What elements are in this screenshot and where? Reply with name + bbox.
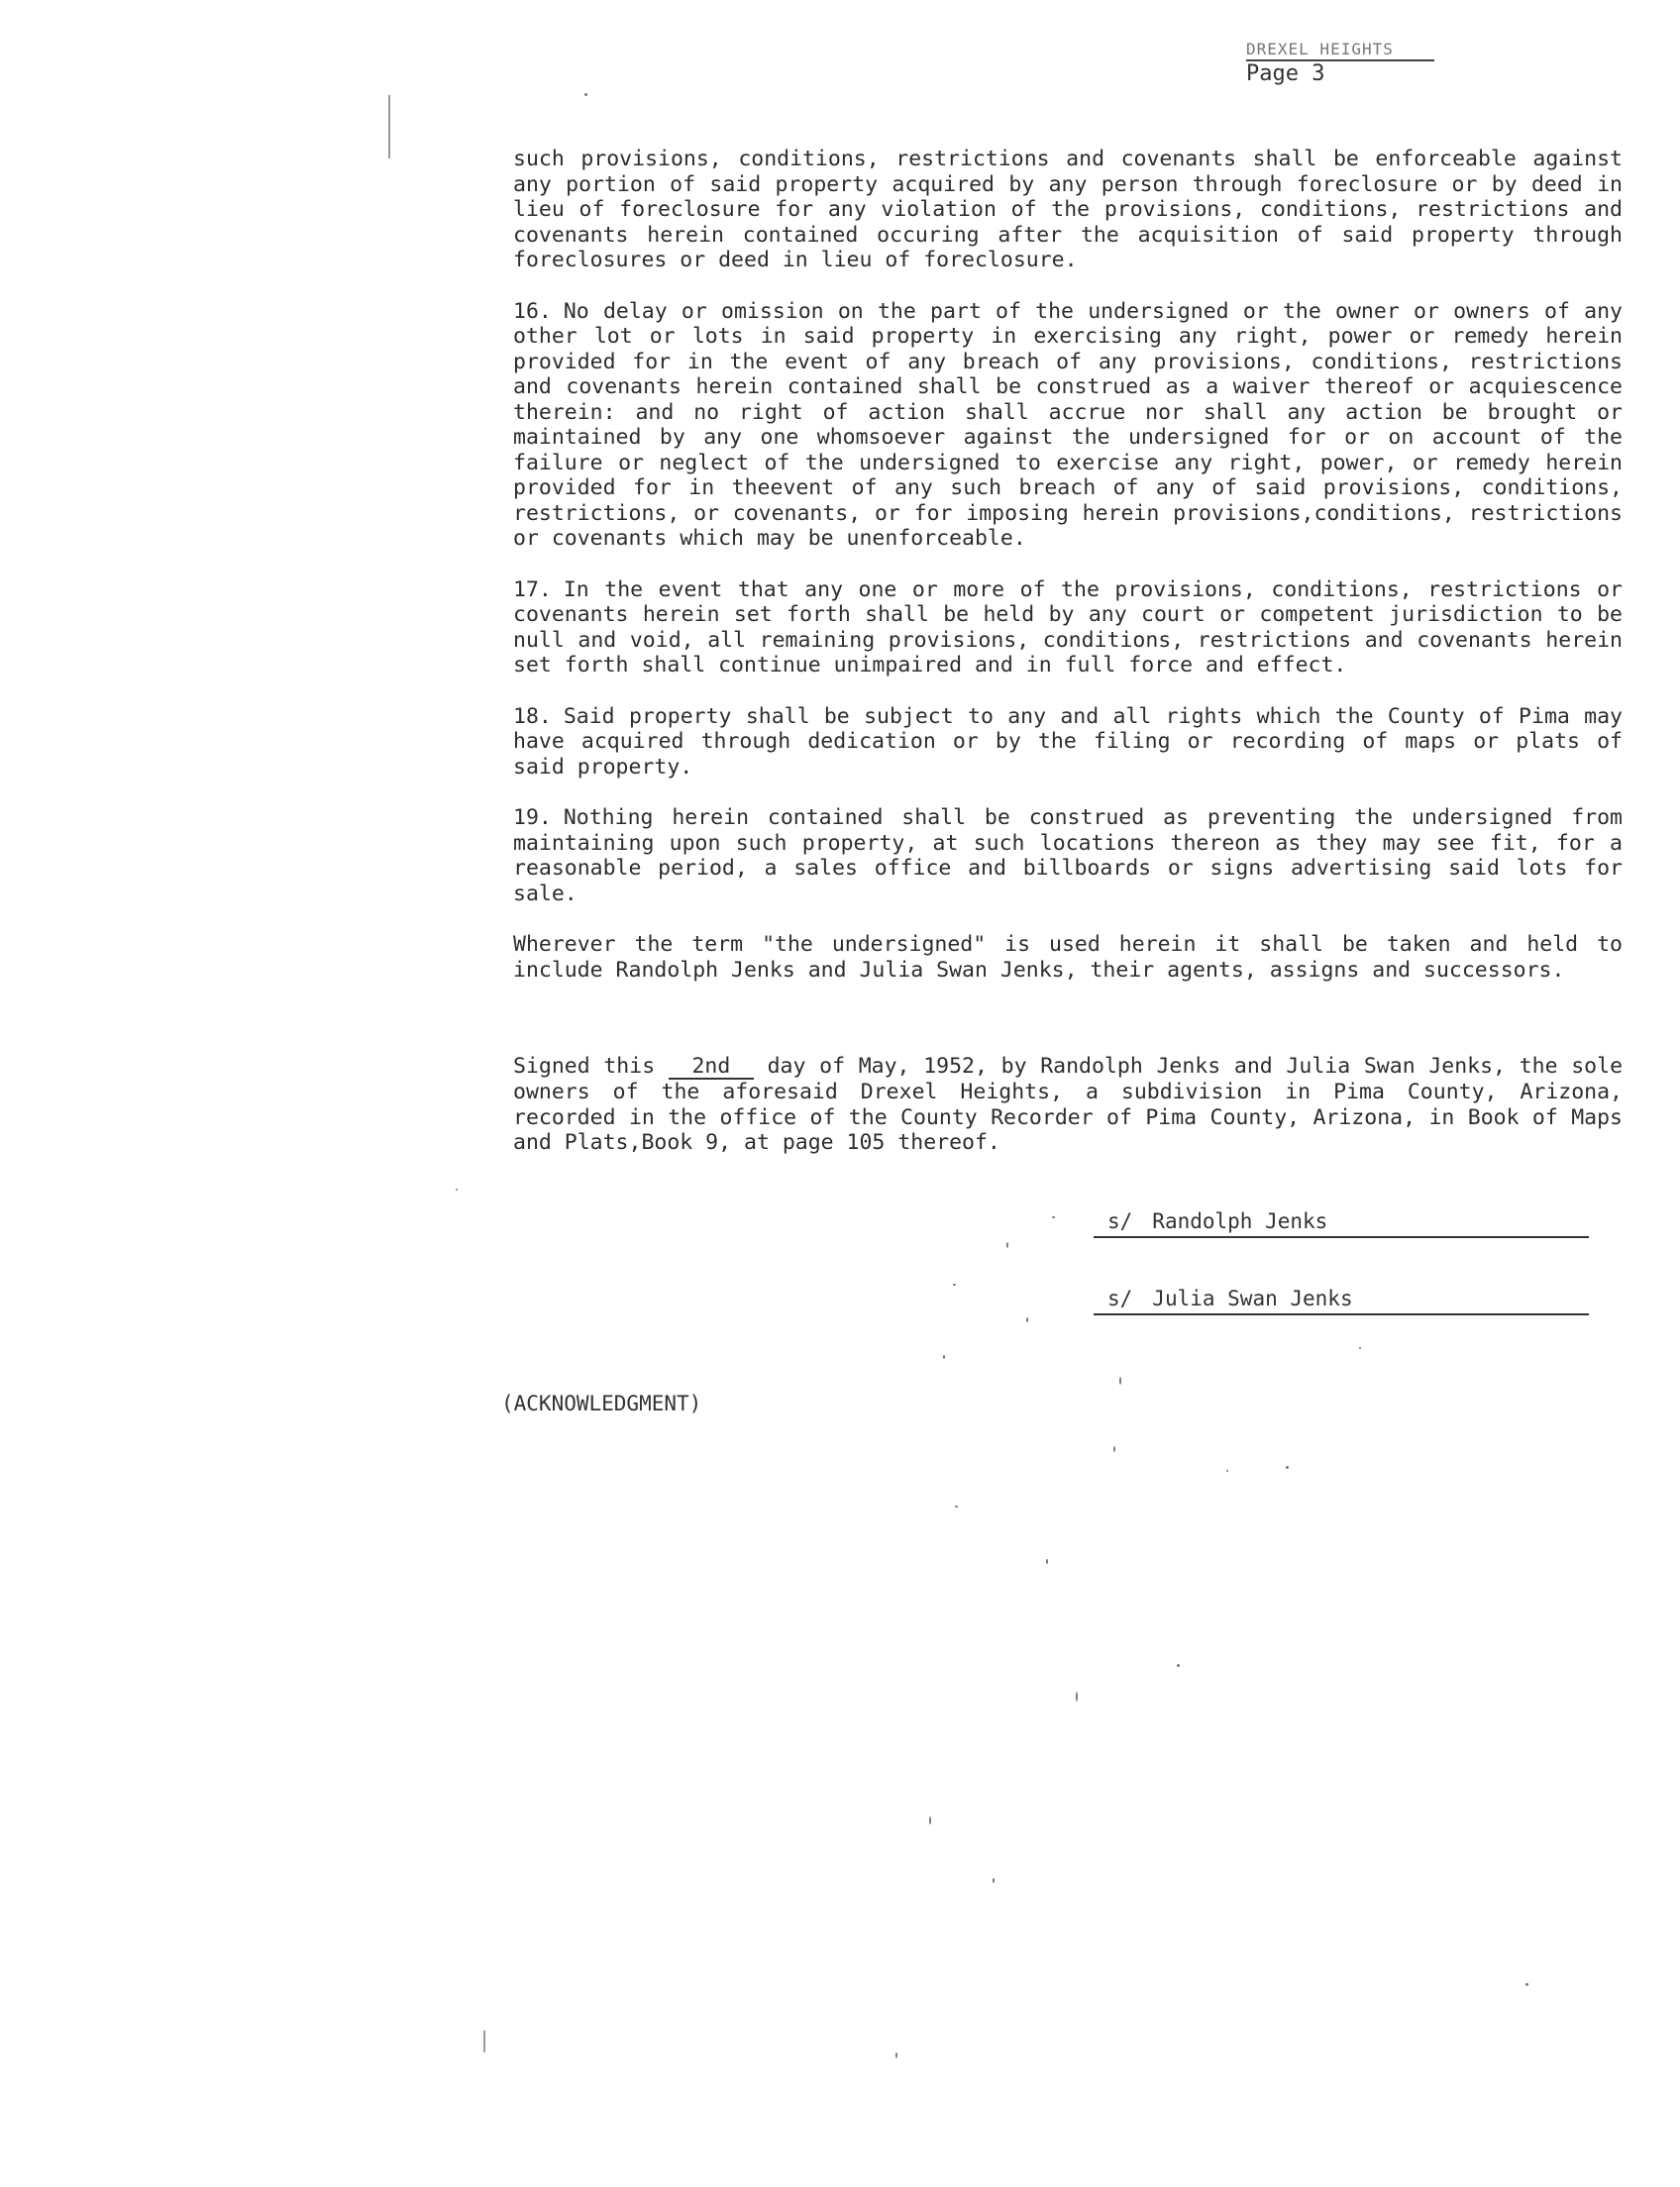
scan-speck: [1052, 1216, 1055, 1218]
signing-statement: [513, 1054, 1623, 1156]
signature-prefix: s/: [1107, 1287, 1133, 1310]
signing-text: day of May, 1952, by Randolph Jenks and Julia Swan Jenks, the sole owners of the aforesaid Drexel Heights, a subdivision in Pima County, Arizona, recorded in the office of the County Recorder of Pima County, Arizona, in Book of Maps and Plats,Book 9, at page 105 thereof.: [513, 1054, 1624, 1155]
page-number: Page 3: [1246, 61, 1325, 86]
scan-speck: [1006, 1242, 1008, 1248]
paragraph-17: [513, 577, 1623, 678]
scan-speck: [1113, 1446, 1115, 1452]
paragraph-number: 18.: [513, 703, 552, 729]
scan-speck: [1359, 1347, 1361, 1349]
paragraph-text: No delay or omission on the part of the undersigned or the owner or owners of any other lot or lots in said property in exercising any right, power or remedy herein provided for in the event of any breach of any provisions, conditions, restrictions and covenants herein contained shall be construed as a waiver thereof or acquiescence therein: and no right of action shall accrue nor shall any action be brought or maintained by any one whomsoever against the undersigned for or on account of the failure or neglect of the undersigned to exercise any right, power, or remedy herein provided for in theevent of any such breach of any of said provisions, conditions, restrictions, or covenants, or for imposing herein provisions,conditions, restrictions or covenants which may be unenforceable.: [513, 298, 1623, 551]
scan-speck: [895, 2052, 897, 2058]
paragraph-continuation: [513, 147, 1623, 273]
signing-prefix: Signed this: [513, 1054, 656, 1079]
signature-name: Julia Swan Jenks: [1152, 1287, 1353, 1310]
header-stamp: DREXEL HEIGHTS: [1246, 40, 1434, 61]
paragraph-text: Wherever the term "the undersigned" is used herein it shall be taken and held to include Randolph Jenks and Julia Swan Jenks, their agents, assigns and successors.: [513, 932, 1623, 983]
paragraph-16: [513, 299, 1623, 552]
paragraph-definition: [513, 932, 1623, 983]
paragraph-text: Said property shall be subject to any and all rights which the County of Pima may have acquired through dedication or by the filing or recording of maps or plats of said property.: [513, 703, 1623, 780]
paragraph-number: 17.: [513, 576, 552, 602]
paragraph-19: [513, 805, 1623, 906]
document-body: [513, 147, 1623, 1008]
paragraph-number: 19.: [513, 805, 552, 830]
signature-line-randolph-jenks: [1094, 1206, 1589, 1238]
paragraph-text: Nothing herein contained shall be construed as preventing the undersigned from maintaining upon such property, at such locations thereon as they may see fit, for a reasonable period, a sales office and billboards or signs advertising said lots for sale.: [513, 805, 1623, 906]
scan-speck: [584, 93, 587, 96]
paragraph-number: 16.: [513, 298, 552, 324]
acknowledgment-label: (ACKNOWLEDGMENT): [501, 1392, 702, 1415]
scan-speck: [1119, 1377, 1121, 1385]
scan-speck: [1226, 1470, 1228, 1472]
signature-prefix: s/: [1107, 1209, 1133, 1233]
scan-speck: [456, 1189, 458, 1191]
scan-speck: [929, 1817, 931, 1824]
scan-speck: [993, 1878, 995, 1883]
signature-name: Randolph Jenks: [1152, 1209, 1328, 1233]
scan-speck: [1026, 1317, 1028, 1322]
scan-edge-mark: [388, 95, 390, 158]
signing-day-field: 2nd: [669, 1056, 754, 1080]
page-header: [1246, 40, 1434, 87]
paragraph-text: such provisions, conditions, restrictions and covenants shall be enforceable against any portion of said property acquired by any person through foreclosure or by deed in lieu of foreclosure for any violation of the provisions, conditions, restrictions and covenants herein contained occuring after the acquisition of said property through foreclosures or deed in lieu of foreclosure.: [513, 147, 1623, 272]
scan-speck: [953, 1284, 956, 1286]
scan-speck: [1076, 1692, 1078, 1702]
scan-speck: [955, 1506, 958, 1508]
paragraph-text: In the event that any one or more of the provisions, conditions, restrictions or covenants herein set forth shall be held by any court or competent jurisdiction to be null and void, all remaining provisions, conditions, restrictions and covenants herein set forth shall continue unimpaired and in full force and effect.: [513, 576, 1623, 677]
scan-speck: [1525, 1983, 1528, 1986]
scan-speck: [1046, 1559, 1048, 1564]
scan-speck: [943, 1355, 945, 1359]
scan-edge-mark: [483, 2031, 485, 2052]
signature-line-julia-swan-jenks: [1094, 1284, 1589, 1315]
scan-speck: [1286, 1466, 1289, 1469]
scan-speck: [1177, 1664, 1180, 1667]
paragraph-18: [513, 704, 1623, 781]
